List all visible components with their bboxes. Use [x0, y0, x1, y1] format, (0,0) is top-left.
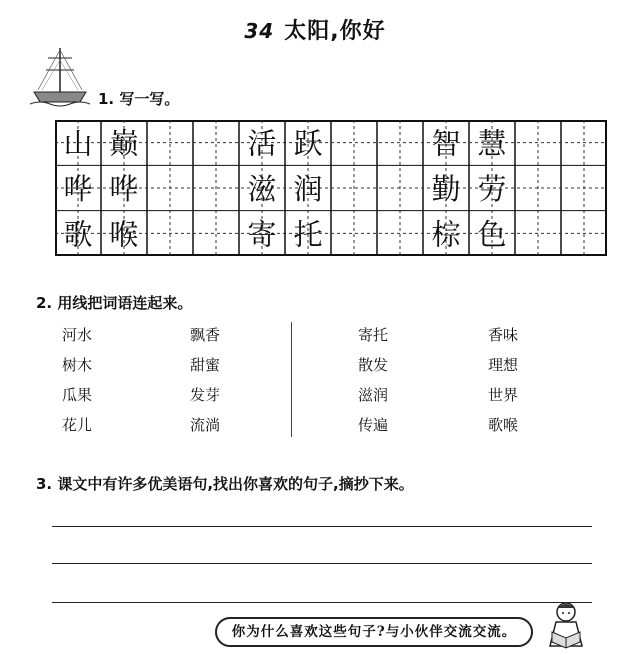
practice-character: 色 [477, 217, 507, 252]
practice-character: 活 [247, 126, 277, 161]
word[interactable]: 香味 [488, 326, 519, 344]
practice-character: 劳 [477, 172, 507, 206]
word[interactable]: 花儿 [62, 416, 93, 434]
practice-character: 喉 [109, 217, 139, 252]
word[interactable]: 河水 [62, 326, 93, 344]
word[interactable]: 瓜果 [62, 386, 93, 404]
practice-character: 润 [293, 172, 323, 206]
writing-grid [55, 120, 607, 256]
practice-character: 寄 [247, 217, 277, 252]
practice-character: 棕 [431, 217, 461, 252]
word[interactable]: 树木 [62, 356, 93, 374]
section1-heading: 1. 写一写。 [98, 90, 180, 108]
speech-bubble: 你为什么喜欢这些句子?与小伙伴交流交流。 [215, 617, 533, 647]
writing-line[interactable] [52, 602, 592, 603]
practice-character: 哗 [63, 172, 93, 206]
column-divider [291, 322, 292, 437]
word[interactable]: 歌喉 [488, 416, 519, 434]
word[interactable]: 滋润 [358, 386, 389, 404]
word-column-left-b [190, 325, 270, 445]
section2-heading: 2. 用线把词语连起来。 [36, 294, 193, 312]
writing-line[interactable] [52, 526, 592, 527]
practice-character: 智 [431, 126, 461, 161]
word-column-right-b [488, 325, 568, 445]
practice-character: 托 [293, 217, 323, 252]
word-column-right-a [358, 325, 438, 445]
practice-character: 跃 [293, 126, 323, 161]
practice-character: 慧 [477, 126, 507, 161]
practice-character: 歌 [63, 217, 93, 252]
practice-character: 滋 [247, 172, 277, 206]
word-column-left-a [62, 325, 142, 445]
writing-line[interactable] [52, 563, 592, 564]
lesson-number: 34 [244, 19, 275, 43]
page-title [0, 14, 630, 45]
word[interactable]: 发芽 [190, 386, 221, 404]
practice-character: 山 [63, 126, 93, 161]
word[interactable]: 寄托 [358, 326, 389, 344]
word[interactable]: 飘香 [190, 326, 221, 344]
word[interactable]: 散发 [358, 356, 389, 374]
practice-character: 勤 [431, 172, 461, 206]
section3-heading: 3. 课文中有许多优美语句,找出你喜欢的句子,摘抄下来。 [36, 475, 414, 493]
child-reading-icon [536, 598, 596, 655]
word[interactable]: 理想 [488, 356, 519, 374]
sailboat-icon [30, 46, 90, 108]
word[interactable]: 甜蜜 [190, 356, 221, 374]
word[interactable]: 传遍 [358, 416, 389, 434]
word[interactable]: 世界 [488, 386, 519, 404]
lesson-title: 太阳,你好 [284, 19, 386, 44]
practice-character: 巅 [109, 126, 139, 161]
practice-character: 哗 [109, 172, 139, 206]
word[interactable]: 流淌 [190, 416, 221, 434]
